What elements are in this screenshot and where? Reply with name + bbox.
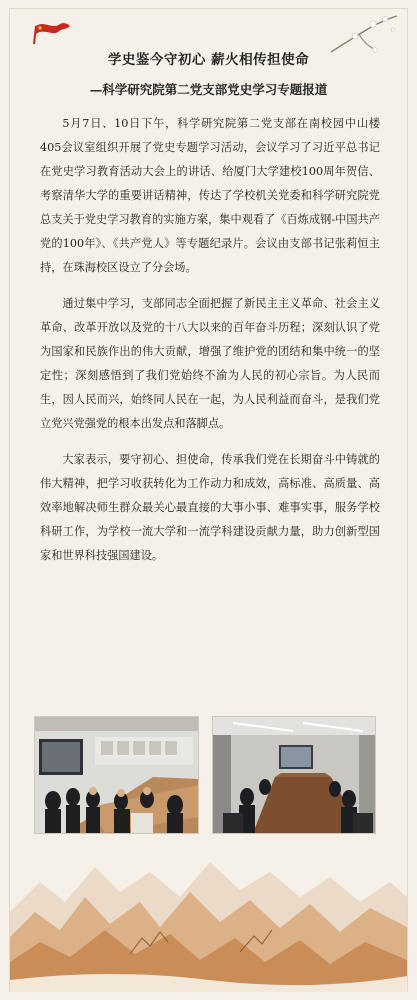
meeting-photo (34, 716, 199, 834)
article-body (40, 112, 380, 580)
meeting-photo (212, 716, 376, 834)
paragraph: 通过集中学习，支部同志全面把握了新民主主义革命、社会主义革命、改革开放以及党的十八大以来的百年奋斗历程；深刻认识了党为国家和民族作出的伟大贡献，增强了维护党的团结和集中统一的坚定性；深刻感悟到了我们党始终不渝为人民的初心宗旨。为人民而生，因人民而兴，始终同人民在一起，为人民利益而奋斗，是我们党立党兴党强党的根本出发点和落脚点。 (40, 297, 380, 430)
article-title: 学史鉴今守初心 薪火相传担使命 (107, 52, 310, 68)
red-flag-icon (32, 20, 72, 46)
mountain-landscape-image (10, 842, 407, 992)
paragraph: 5月7日、10日下午，科学研究院第二党支部在南校园中山楼405会议室组织开展了党史专题学习活动，会议学习了习近平总书记在党史学习教育活动大会上的讲话、给厦门大学建校100周年贺信、考察清华大学的重要讲话精神，传达了学校机关党委和科学研究院党总支关于党史学习教育的实施方案，集中观看了《百炼成钢-中国共产党的100年》、《共产党人》等专题纪录片。会议由支部书记张莉恒主持，在珠海校区设立了分会场。 (40, 117, 380, 274)
article-subtitle: —科学研究院第二党支部党史学习专题报道 (89, 82, 328, 97)
paragraph: 大家表示，要守初心、担使命，传承我们党在长期奋斗中铸就的伟大精神，把学习收获转化为工作动力和成效，高标准、高质量、高效率地解决师生群众最关心最直接的大事小事、难事实事，服务学校科研工作，为学校一流大学和一流学科建设贡献力量，助力创新型国家和世界科技强国建设。 (40, 453, 380, 562)
